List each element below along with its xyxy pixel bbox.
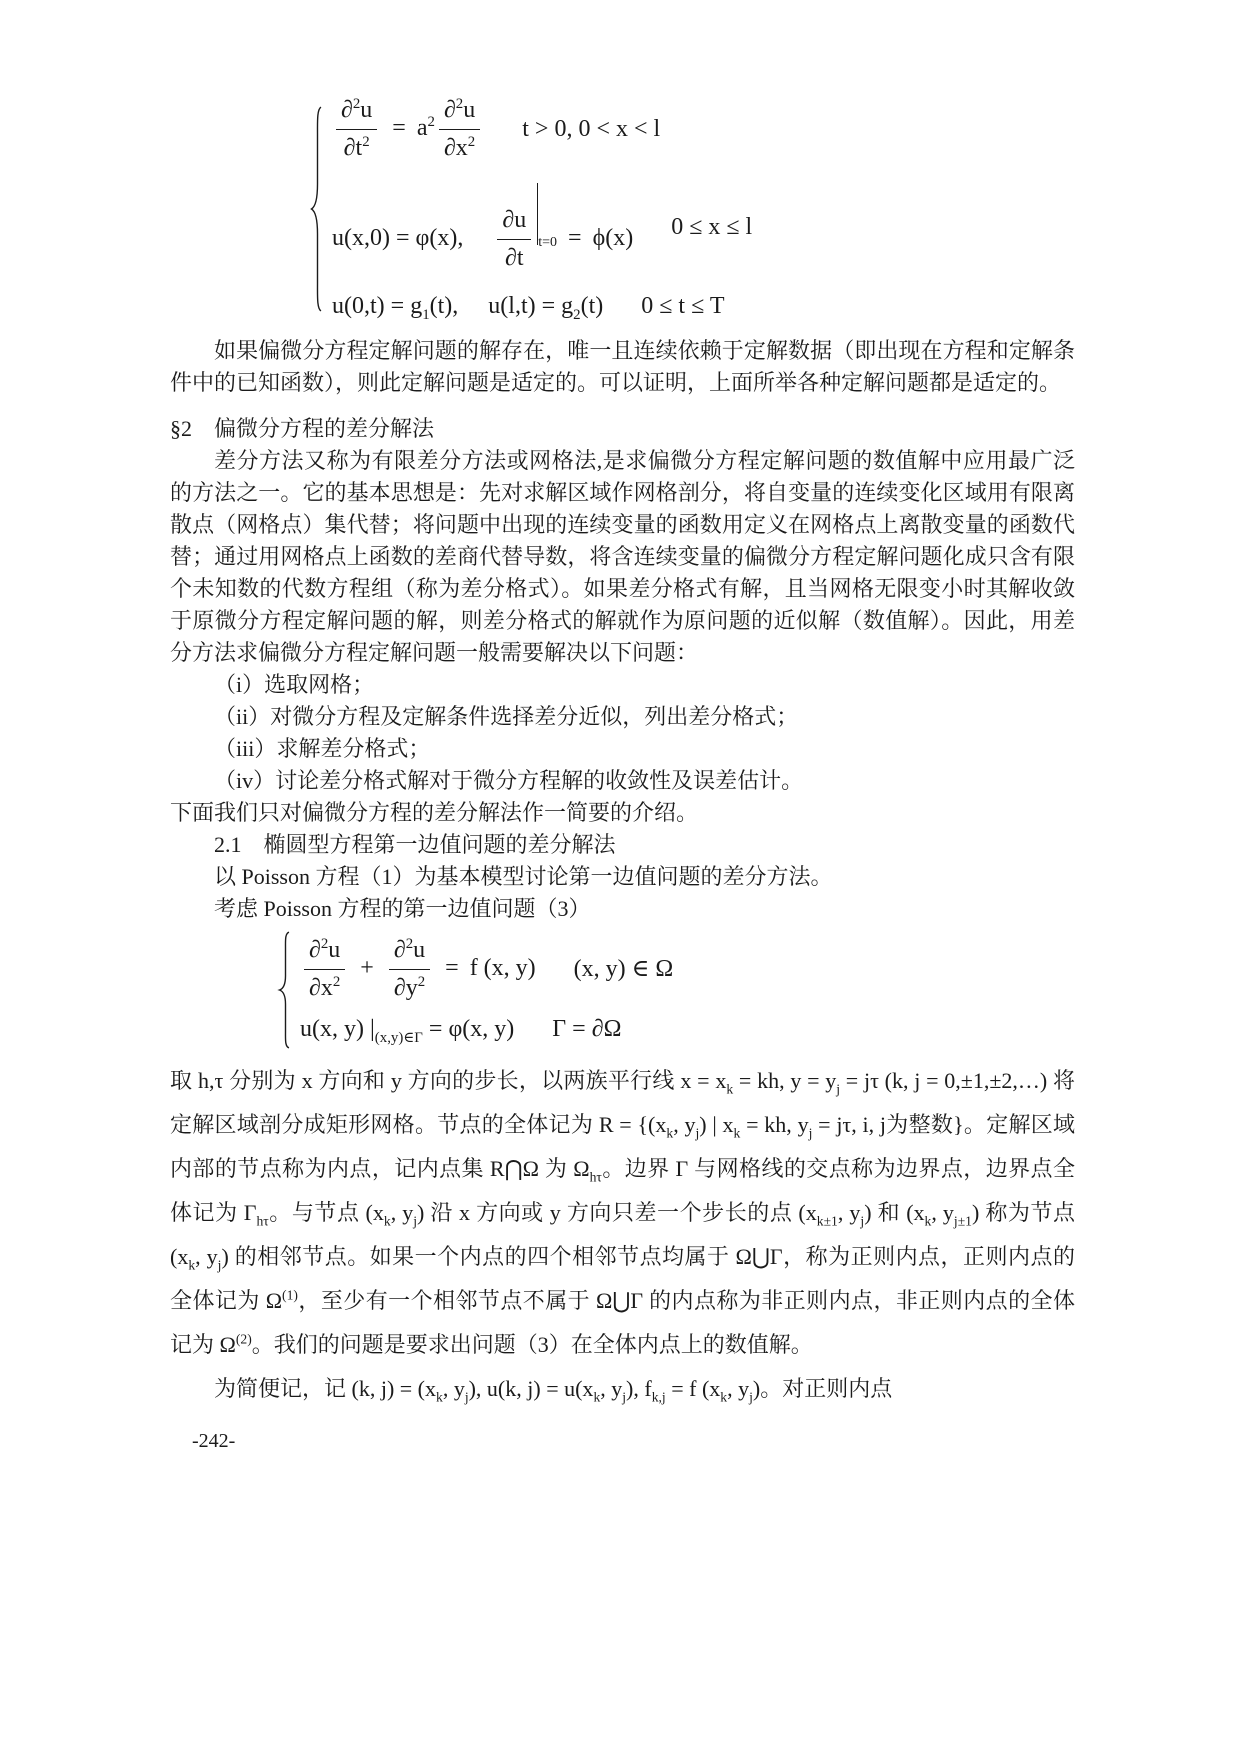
equation-formula: $\frac{\partial^2u}{\partial x^2}$ + $\frac{\partial^2u}{\partial y^2}$ = f (x, y) bbox=[300, 936, 536, 1003]
para-wellposedness: 如果偏微分方程定解问题的解存在，唯一且连续依赖于定解数据（即出现在方程和定解条件中的已知函数），则此定解问题是适定的。可以证明，上面所举各种定解问题都是适定的。 bbox=[170, 338, 1075, 396]
equation-formula: $u(0,t) = g_1(t)$, $u(l,t) = g_2(t)$ bbox=[332, 293, 604, 324]
poisson-equation-rows bbox=[300, 936, 674, 1046]
equation-row bbox=[332, 292, 752, 324]
para-notation: 为简便记，记 (k, $j) = (x_k$, $y_j$), u(k, $j) = u(x_k$, $y_j$), $f_{k,j} = f$ ($x_k$, $y_j$)。对正则内点 bbox=[214, 1376, 893, 1405]
page-number: -242- bbox=[192, 1430, 236, 1453]
list-item-i: （i）选取网格； bbox=[214, 672, 375, 698]
equation-condition: 0 ≤ t ≤ T bbox=[641, 293, 725, 320]
para-poisson-problem: 考虑 Poisson 方程的第一边值问题（3） bbox=[214, 896, 591, 922]
para-difference-method: 差分方法又称为有限差分方法或网格法,是求偏微分方程定解问题的数值解中应用最广泛的方法之一。它的基本思想是：先对求解区域作网格剖分，将自变量的连续变化区域用有限离散点（网格点）集代替；将问题中出现的连续变量的函数用定义在网格点上离散变量的函数代替；通过用网格点上函数的差商代替导数，将含连续变量的偏微分方程定解问题化成只含有限个未知数的代数方程组（称为差分格式）。如果差分格式有解，且当网格无限变小时其解收敛于原微分方程定解问题的解，则差分格式的解就作为原问题的近似解（数值解）。因此，用差分方法求偏微分方程定解问题一般需要解决以下问题： bbox=[170, 448, 1075, 666]
equation-formula: u(x,0) = φ(x), $\frac{\partial u}{\partial t}$ t=0 = ϕ(x) bbox=[332, 183, 633, 273]
equation-row bbox=[332, 183, 752, 273]
wave-equation-system bbox=[308, 96, 1075, 324]
equation-condition: (x, y) ∈ Ω bbox=[573, 956, 674, 983]
content-area bbox=[170, 96, 1075, 1457]
equation-condition: Γ = ∂Ω bbox=[552, 1016, 622, 1043]
list-item-iv: （iv）讨论差分格式解对于微分方程解的收敛性及误差估计。 bbox=[214, 768, 804, 794]
para-grid-definition: 取 h,τ 分别为 x 方向和 y 方向的步长，以两族平行线 $x = x_k$ = kh, $y = y_j = j\tau$ (k, j = 0,±1,±2,…) 将定解区域剖分成矩形网格。节点的全体记为 $R = \{(x_k$, $y_j$) | $x_k$ = kh, $y_j = j\tau$, i, j为整数}。定解区域内部的节点称为内点，记内点集 R⋂Ω 为 $\Omega_{h\tau}$。边界 Γ 与网格线的交点称为边界点，边界点全体记为 $\Gamma_{h\tau}$。与节点 ($x_k$, $y_j$) 沿 x 方向或 y 方向只差一个步长的点 ($x_{k\pm 1}$, $y_j$) 和 ($x_k$, $y_{j\pm 1}$) 称为节点 ($x_k$, $y_j$) 的相邻节点。如果一个内点的四个相邻节点均属于 Ω⋃Γ，称为正则内点，正则内点的全体记为 $\Omega^{(1)}$，至少有一个相邻节点不属于 Ω⋃Γ 的内点称为非正则内点，非正则内点的全体记为 $\Omega^{(2)}$。我们的问题是要求出问题（3）在全体内点上的数值解。 bbox=[170, 1068, 1076, 1358]
para-poisson-model: 以 Poisson 方程（1）为基本模型讨论第一边值问题的差分方法。 bbox=[214, 864, 833, 890]
section-heading-2: §2 偏微分方程的差分解法 bbox=[170, 416, 435, 442]
left-curly-brace-icon bbox=[308, 105, 324, 313]
left-curly-brace-icon bbox=[276, 931, 292, 1049]
list-item-ii: （ii）对微分方程及定解条件选择差分近似，列出差分格式； bbox=[214, 704, 799, 730]
wave-equation-rows bbox=[332, 96, 753, 324]
equation-condition: 0 ≤ x ≤ l bbox=[671, 214, 753, 241]
equation-formula: $\frac{\partial^2u}{\partial t^2}$ = $a^2$ $\frac{\partial^2u}{\partial x^2}$ bbox=[332, 96, 484, 163]
para-intro: 下面我们只对偏微分方程的差分解法作一简要的介绍。 bbox=[170, 800, 699, 826]
equation-row bbox=[332, 96, 752, 163]
equation-condition: t > 0, 0 < x < l bbox=[522, 115, 661, 142]
equation-formula: u(x, y) $|_{(x,y)\in\Gamma} = \varphi(x$, y) bbox=[300, 1016, 515, 1046]
equation-row bbox=[300, 1015, 673, 1044]
equation-row bbox=[300, 936, 673, 1003]
list-item-iii: （iii）求解差分格式； bbox=[214, 736, 431, 762]
poisson-equation-system bbox=[276, 931, 1075, 1049]
section-heading-2-1: 2.1 椭圆型方程第一边值问题的差分解法 bbox=[214, 832, 616, 858]
